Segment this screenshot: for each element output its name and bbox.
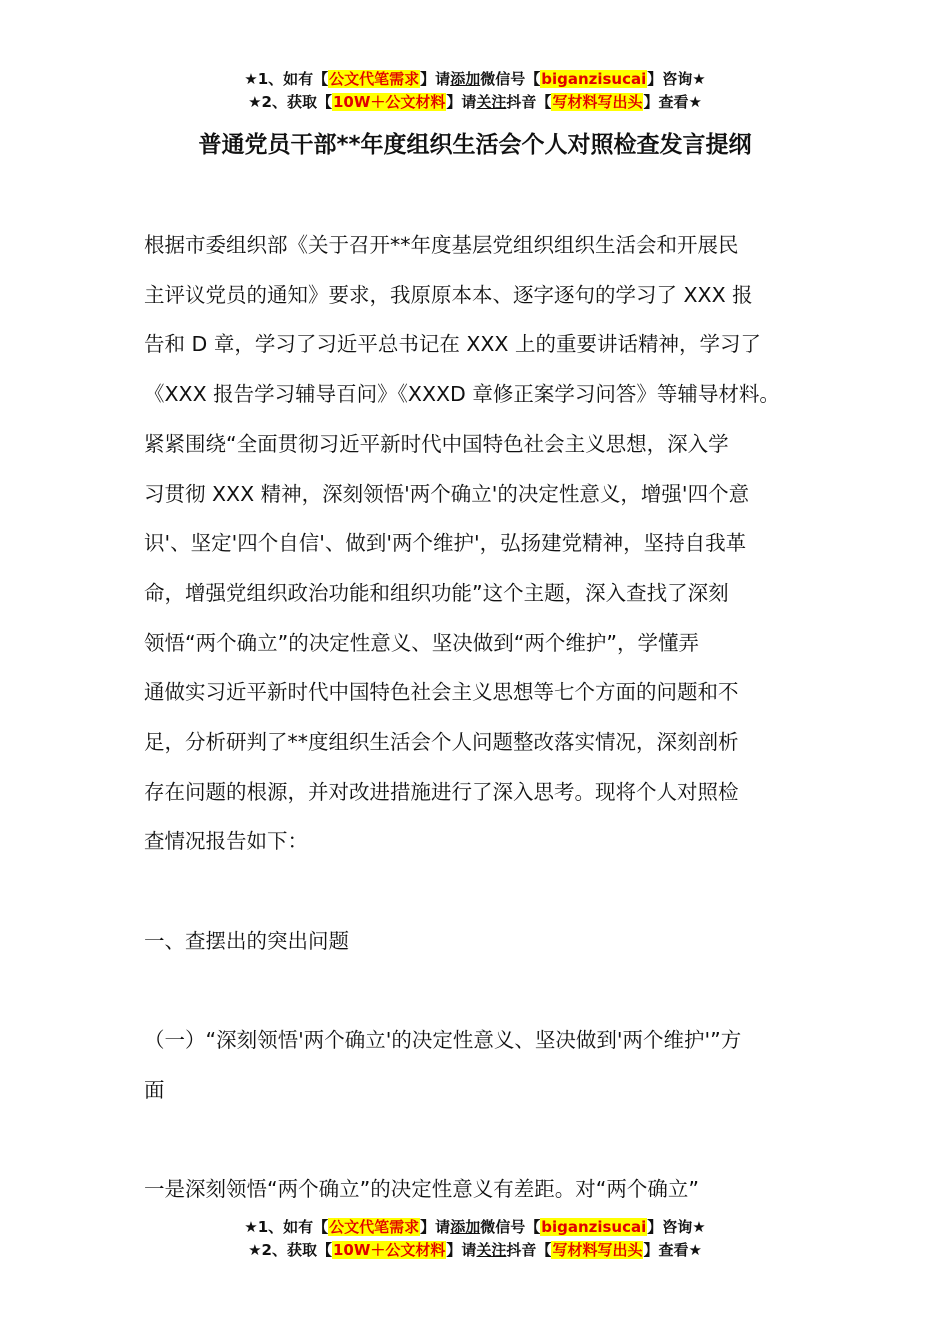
- paragraph-line: 《XXX 报告学习辅导百问》《XXXD 章修正案学习问答》等辅导材料。: [144, 382, 780, 407]
- promo-underlined-text: 关注: [476, 93, 507, 111]
- point-paragraph: [144, 1165, 824, 1215]
- paragraph-line: 主评议党员的通知》要求，我原原本本、逐字逐句的学习了 XXX 报: [144, 282, 753, 307]
- section-heading: [144, 917, 824, 967]
- promo-highlight: 公文代笔需求: [329, 70, 420, 88]
- promo-text: 】查看★: [643, 1241, 702, 1259]
- subsection-line: 面: [144, 1077, 165, 1102]
- promo-line-2: [0, 1239, 950, 1262]
- subsection-line: （一）“深刻领悟'两个确立'的决定性意义、坚决做到'两个维护'”方: [144, 1028, 742, 1052]
- paragraph-line: 命，增强党组织政治功能和组织功能”这个主题，深入查找了深刻: [144, 580, 729, 605]
- promo-highlight: 公文代笔需求: [329, 1218, 420, 1236]
- promo-text: ★1、如有【: [244, 70, 329, 88]
- promo-line-1: [0, 68, 950, 91]
- subsection-heading: [144, 1016, 824, 1115]
- promo-banner-top: [0, 68, 950, 114]
- promo-text: 】请: [420, 1218, 451, 1236]
- promo-banner-bottom: [0, 1216, 950, 1262]
- promo-text: 】请: [446, 1241, 477, 1259]
- paragraph-line: 识'、坚定'四个自信'、做到'两个维护'，弘扬建党精神，坚持自我革: [144, 531, 747, 556]
- paragraph-line: 习贯彻 XXX 精神，深刻领悟'两个确立'的决定性意义，增强'四个意: [144, 481, 750, 506]
- promo-text: 】查看★: [643, 93, 702, 111]
- promo-text: ★2、获取【: [248, 93, 332, 111]
- promo-text: 抖音【: [506, 93, 552, 111]
- promo-highlight: 10W＋公文材料: [332, 1241, 446, 1259]
- promo-text: ★2、获取【: [248, 1241, 332, 1259]
- promo-line-1: [0, 1216, 950, 1239]
- promo-highlight: biganzisucai: [541, 1218, 647, 1236]
- paragraph-line: 根据市委组织部《关于召开**年度基层党组织组织生活会和开展民: [144, 233, 739, 257]
- paragraph-line: 通做实习近平新时代中国特色社会主义思想等七个方面的问题和不: [144, 680, 739, 705]
- paragraph-line: 告和 D 章，学习了习近平总书记在 XXX 上的重要讲话精神，学习了: [144, 332, 761, 357]
- paragraph-line: 足，分析研判了**度组织生活会个人问题整改落实情况，深刻剖析: [144, 730, 739, 755]
- promo-text: 微信号【: [480, 70, 541, 88]
- promo-text: 微信号【: [480, 1218, 541, 1236]
- promo-text: 】咨询★: [647, 70, 706, 88]
- promo-underlined-text: 添加: [450, 70, 481, 88]
- paragraph-line: 一是深刻领悟“两个确立”的决定性意义有差距。对“两个确立”: [144, 1177, 699, 1201]
- promo-text: ★1、如有【: [244, 1218, 329, 1236]
- promo-highlight: 10W＋公文材料: [332, 93, 446, 111]
- promo-text: 】咨询★: [647, 1218, 706, 1236]
- document-title: 普通党员干部**年度组织生活会个人对照检查发言提纲: [198, 132, 752, 158]
- promo-text: 】请: [446, 93, 477, 111]
- paragraph-line: 存在问题的根源，并对改进措施进行了深入思考。现将个人对照检: [144, 779, 739, 804]
- promo-highlight: 写材料写出头: [552, 93, 643, 111]
- paragraph-line: 紧紧围绕“全面贯彻习近平新时代中国特色社会主义思想，深入学: [144, 431, 729, 456]
- promo-line-2: [0, 91, 950, 114]
- promo-highlight: 写材料写出头: [552, 1241, 643, 1259]
- promo-highlight: biganzisucai: [541, 70, 647, 88]
- paragraph-line: 领悟“两个确立”的决定性意义、坚决做到“两个维护”，学懂弄: [144, 630, 699, 655]
- paragraph-line: 查情况报告如下：: [144, 829, 308, 854]
- promo-underlined-text: 关注: [476, 1241, 507, 1259]
- promo-underlined-text: 添加: [450, 1218, 481, 1236]
- intro-paragraph: [144, 221, 824, 867]
- promo-text: 抖音【: [506, 1241, 552, 1259]
- section-heading-text: 一、查摆出的突出问题: [144, 929, 349, 953]
- promo-text: 】请: [420, 70, 451, 88]
